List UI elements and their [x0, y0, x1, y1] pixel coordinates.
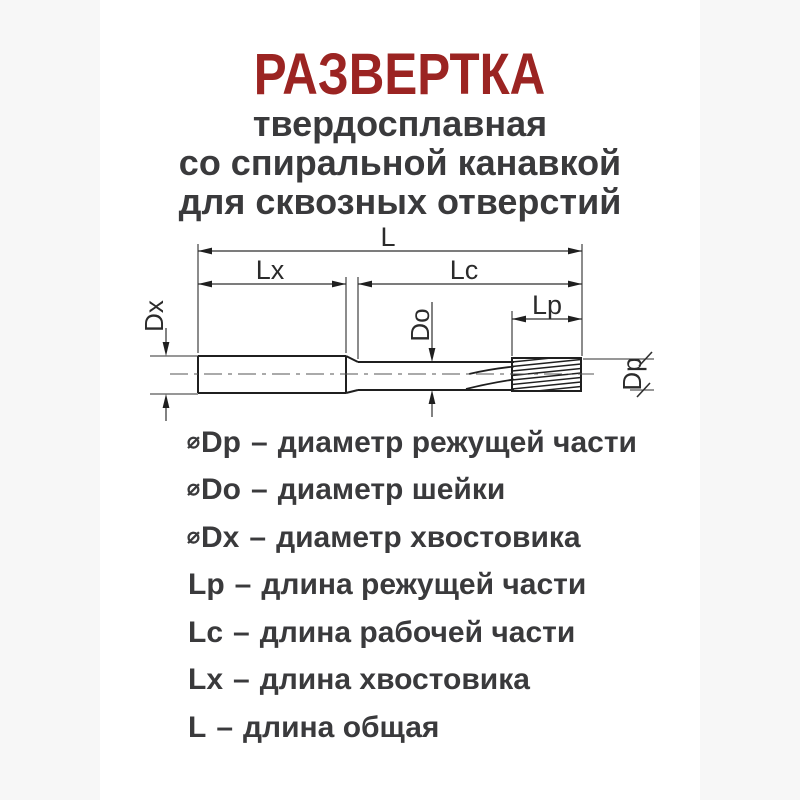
legend-dash: –	[249, 520, 267, 554]
legend-dash: –	[251, 473, 268, 507]
legend-desc: диаметр шейки	[277, 473, 506, 507]
diameter-sign: ⌀	[187, 427, 201, 453]
dim-label-Lp: Lp	[531, 290, 563, 320]
dimension-L	[198, 222, 582, 254]
legend-dash: –	[251, 425, 268, 459]
legend-symbol: ⌀Dx	[187, 520, 240, 554]
legend-desc: длина рабочей части	[259, 615, 576, 649]
dimension-Dx	[139, 300, 169, 421]
legend-symbol: ⌀Do	[187, 473, 242, 507]
legend-symbol: Lx	[188, 663, 224, 697]
legend-symbol: Lc	[188, 615, 224, 649]
dim-label-Dp: Dp	[617, 357, 647, 391]
legend-desc: диаметр режущей части	[277, 425, 637, 459]
page-title-text: РАЗВЕРТКА	[254, 42, 546, 107]
legend-symbol: ⌀Dp	[187, 425, 242, 459]
dim-label-L: L	[380, 222, 396, 252]
legend-dash: –	[233, 663, 250, 697]
subtitle-line-3: для сквозных отверстий	[178, 181, 622, 222]
dimension-Lp	[512, 290, 582, 322]
legend-dash: –	[216, 710, 234, 744]
legend-desc: длина хвостовика	[259, 663, 530, 697]
dimension-Lc	[358, 255, 582, 287]
dimension-Do	[405, 302, 435, 417]
diameter-sign: ⌀	[187, 522, 201, 548]
diameter-sign: ⌀	[187, 475, 201, 501]
dimension-Dp	[617, 352, 652, 397]
dim-label-Lx: Lx	[255, 255, 285, 285]
dim-label-Dx: Dx	[139, 300, 169, 332]
dim-label-Do: Do	[405, 308, 435, 342]
legend-dash: –	[233, 615, 250, 649]
legend-symbol: L	[188, 710, 207, 744]
legend-desc: длина общая	[243, 710, 440, 744]
legend-dash: –	[234, 568, 252, 602]
legend-desc: длина режущей части	[261, 568, 587, 602]
subtitle-line-2: со спиральной канавкой	[178, 142, 622, 183]
legend-desc: диаметр хвостовика	[276, 520, 581, 554]
dimension-Lx	[198, 255, 346, 287]
dim-label-Lc: Lc	[449, 255, 479, 285]
legend-symbol: Lp	[188, 568, 225, 602]
subtitle-line-1: твердосплавная	[252, 103, 548, 144]
